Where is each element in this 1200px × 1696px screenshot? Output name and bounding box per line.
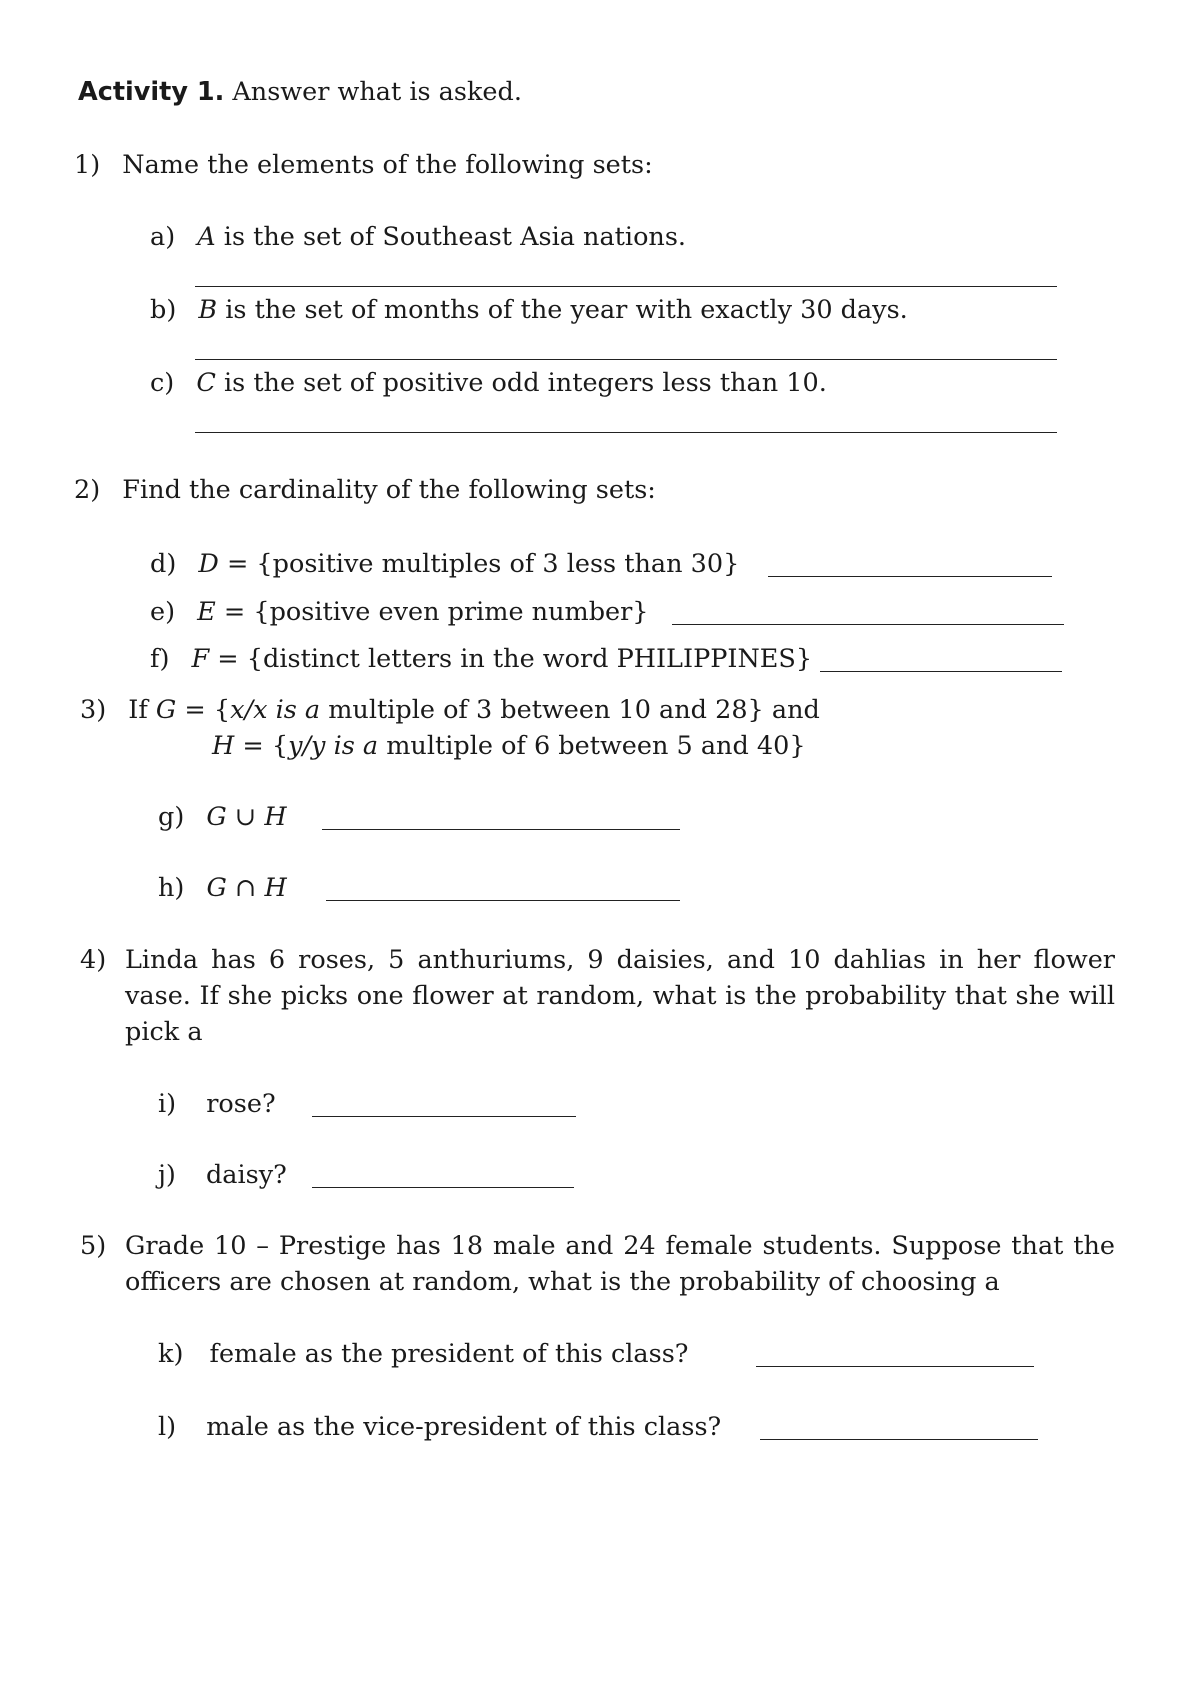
answer-line-e[interactable] — [672, 624, 1064, 625]
set-variable: H — [264, 802, 287, 832]
item-text: is the set of months of the year with exactly 30 days. — [217, 295, 908, 325]
set-variable: H — [212, 731, 235, 761]
question-text: Name the elements of the following sets: — [122, 150, 653, 180]
item-c — [150, 368, 827, 398]
item-j — [158, 1160, 287, 1190]
item-text: = {positive multiples of 3 less than 30} — [218, 549, 740, 579]
question-text: Find the cardinality of the following sets: — [122, 475, 656, 505]
question-text: = { — [234, 731, 289, 761]
answer-line-l[interactable] — [760, 1439, 1038, 1440]
item-label: i) — [158, 1089, 177, 1119]
question-5-number: 5) — [80, 1231, 107, 1261]
question-text: multiple of 3 between 10 and 28} and — [320, 695, 820, 725]
item-text: male as the vice-president of this class? — [206, 1412, 722, 1442]
set-variable: D — [198, 549, 219, 579]
activity-title-bold: Activity 1. — [78, 77, 225, 107]
question-4-line-2: vase. If she picks one flower at random, what is the probability that she will — [125, 981, 1115, 1011]
item-label: e) — [150, 597, 176, 627]
item-l — [158, 1412, 722, 1442]
question-5-line-2: officers are chosen at random, what is the probability of choosing a — [125, 1267, 1000, 1297]
set-variable: C — [196, 368, 216, 398]
item-text: daisy? — [205, 1160, 287, 1190]
item-label: d) — [150, 549, 177, 579]
item-e — [150, 597, 649, 627]
set-variable: H — [264, 873, 287, 903]
item-label: c) — [150, 368, 175, 398]
question-text: multiple of 6 between 5 and 40} — [378, 731, 806, 761]
answer-line-b[interactable] — [195, 359, 1057, 360]
set-builder: x/x is a — [230, 695, 321, 725]
item-label: f) — [150, 644, 170, 674]
activity-title — [78, 77, 522, 107]
answer-line-a[interactable] — [195, 286, 1057, 287]
set-variable: F — [191, 644, 210, 674]
item-text: rose? — [206, 1089, 276, 1119]
item-text: is the set of Southeast Asia nations. — [215, 222, 687, 252]
set-operator: ∩ — [226, 873, 265, 903]
question-text: If — [128, 695, 156, 725]
item-text: female as the president of this class? — [209, 1339, 689, 1369]
item-d — [150, 549, 740, 579]
item-label: a) — [150, 222, 176, 252]
question-number: 1) — [74, 150, 101, 180]
answer-line-g[interactable] — [322, 829, 680, 830]
question-3 — [80, 695, 820, 725]
item-text: = {distinct letters in the word PHILIPPINES} — [209, 644, 813, 674]
answer-line-j[interactable] — [312, 1187, 574, 1188]
answer-line-d[interactable] — [768, 576, 1052, 577]
answer-line-i[interactable] — [312, 1116, 576, 1117]
set-variable: G — [206, 873, 227, 903]
item-label: b) — [150, 295, 177, 325]
question-4-number: 4) — [80, 945, 107, 975]
item-k — [158, 1339, 689, 1369]
answer-line-f[interactable] — [820, 671, 1062, 672]
question-2 — [74, 475, 656, 505]
item-text: is the set of positive odd integers less than 10. — [215, 368, 827, 398]
activity-title-rest: Answer what is asked. — [224, 77, 522, 107]
item-label: l) — [158, 1412, 177, 1442]
question-5-line-1: Grade 10 – Prestige has 18 male and 24 female students. Suppose that the — [125, 1231, 1115, 1261]
set-operator: ∪ — [226, 802, 265, 832]
set-variable: B — [198, 295, 218, 325]
answer-line-c[interactable] — [195, 432, 1057, 433]
item-f — [150, 644, 813, 674]
question-1 — [74, 150, 653, 180]
item-h — [158, 873, 287, 903]
set-variable: E — [197, 597, 216, 627]
set-variable: G — [155, 695, 177, 725]
question-3-line-2 — [212, 731, 806, 761]
item-i — [158, 1089, 276, 1119]
item-label: h) — [158, 873, 185, 903]
item-g — [158, 802, 287, 832]
item-label: j) — [158, 1160, 176, 1190]
set-variable: A — [197, 222, 216, 252]
item-label: g) — [158, 802, 185, 832]
item-b — [150, 295, 908, 325]
question-4-line-3: pick a — [125, 1017, 203, 1047]
item-label: k) — [158, 1339, 184, 1369]
answer-line-h[interactable] — [326, 900, 680, 901]
question-number: 3) — [80, 695, 107, 725]
question-text: = { — [176, 695, 231, 725]
question-number: 2) — [74, 475, 101, 505]
set-builder: y/y is a — [288, 731, 379, 761]
set-variable: G — [206, 802, 227, 832]
item-a — [150, 222, 687, 252]
question-4-line-1: Linda has 6 roses, 5 anthuriums, 9 daisies, and 10 dahlias in her flower — [125, 945, 1115, 975]
item-text: = {positive even prime number} — [215, 597, 649, 627]
answer-line-k[interactable] — [756, 1366, 1034, 1367]
